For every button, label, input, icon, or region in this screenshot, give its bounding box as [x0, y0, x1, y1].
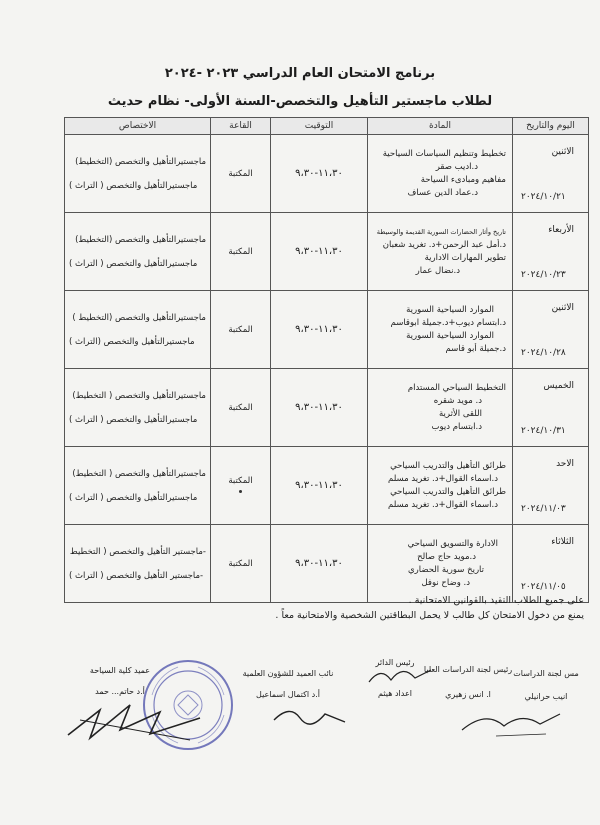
- column-header-room: القاعة: [211, 118, 271, 135]
- specialization-line: ماجستيرالتأهيل والتخصص (التراث ): [69, 336, 195, 347]
- day-name: الاثنين: [551, 147, 574, 157]
- exam-date: ٢٠٢٤/١٠/٢١: [521, 192, 566, 202]
- day-cell: [513, 447, 589, 525]
- time-cell: ١١،٣٠-٩،٣٠: [271, 291, 368, 369]
- subject-cell: [368, 447, 513, 525]
- exam-date: ٢٠٢٤/١٠/٣١: [521, 426, 566, 436]
- subject-cell: [368, 135, 513, 213]
- instructor-name: د.مويد حاج صالح: [417, 551, 476, 562]
- instructor-name: د. وضاح نوفل: [421, 577, 470, 588]
- room-cell: المكتبة: [211, 213, 271, 291]
- subject-name: طرائق التأهيل والتدريب السياحي: [390, 460, 506, 471]
- subject-cell: [368, 369, 513, 447]
- room-cell: المكتبة: [211, 291, 271, 369]
- subject-name: الادارة والتسويق السياحي: [407, 538, 498, 549]
- subject-name: تاريخ وأثار الحضارات السورية القديمة والوسيطة: [376, 227, 506, 236]
- exam-date: ٢٠٢٤/١١/٠٥: [521, 582, 566, 592]
- table-row: [65, 525, 589, 603]
- subject-cell: [368, 525, 513, 603]
- specialization-line: ماجستيرالتأهيل والتخصص ( التراث ): [69, 180, 198, 191]
- exam-schedule-table: [64, 117, 589, 603]
- column-header-specialization: الاختصاص: [65, 118, 211, 135]
- time-cell: ١١،٣٠-٩،٣٠: [271, 213, 368, 291]
- subject-name: التخطيط السياحي المستدام: [407, 382, 506, 393]
- instructor-name: د. موید شقره: [433, 395, 482, 406]
- instructor-name: د.ابتسام ديوب: [431, 421, 482, 432]
- room-cell: المكتبة: [211, 525, 271, 603]
- room-cell: المكتبة: [211, 135, 271, 213]
- table-row: [65, 291, 589, 369]
- signature-name: أ.د حاتم... حمد: [95, 687, 145, 696]
- subject-name: تاريخ سورية الحضاري: [407, 564, 484, 575]
- time-cell: ١١،٣٠-٩،٣٠: [271, 135, 368, 213]
- specialization-line: ماجستيرالتأهيل والتخصص ( التراث ): [69, 414, 198, 425]
- table-row: [65, 213, 589, 291]
- day-cell: [513, 525, 589, 603]
- room-name: المكتبة: [228, 475, 253, 486]
- signature-name: أ.د اكتمال اسماعيل: [256, 690, 320, 699]
- specialization-line: ماجستيرالتأهيل والتخصص ( التراث ): [69, 258, 198, 269]
- column-header-time: التوقيت: [271, 118, 368, 135]
- specialization-cell: [65, 369, 211, 447]
- signature-title: رئيس الدائر: [375, 658, 415, 667]
- day-name: الأربعاء: [548, 225, 574, 235]
- specialization-line: -ماجستير التأهيل والتخصص ( التراث ): [69, 570, 204, 581]
- specialization-cell: [65, 291, 211, 369]
- signature-title: رئيس لجنة الدراسات العليا: [423, 665, 513, 674]
- subject-name: الموارد السياحية السورية: [406, 304, 494, 315]
- signature-name: اعداد هيثم: [378, 689, 412, 698]
- document-title: برنامج الامتحان العام الدراسي ٢٠٢٣ -٢٠٢٤: [164, 66, 436, 81]
- dean-signature-scribble: [60, 690, 220, 750]
- specialization-cell: [65, 447, 211, 525]
- specialization-cell: [65, 525, 211, 603]
- instructor-name: د.اسماء القوال+د. تغريد مسلم: [388, 473, 498, 484]
- exam-notes: [24, 593, 584, 623]
- specialization-line: ماجستيرالتأهيل والتخصص ( التخطيط): [72, 468, 206, 479]
- time-cell: ١١،٣٠-٩،٣٠: [271, 369, 368, 447]
- table-row: [65, 369, 589, 447]
- signature-name: انيب حرانيلي: [524, 692, 568, 701]
- table-row: [65, 135, 589, 213]
- dot-mark: [239, 490, 242, 493]
- document-subtitle: لطلاب ماجستير التأهيل والتخصص-السنة الأولى- نظام حديث: [107, 94, 493, 109]
- dept-head-signature-scribble: [365, 660, 435, 690]
- committee-signature-scribble: [456, 700, 566, 740]
- note-line: يمنع من دخول الامتحان كل طالب لا يحمل البطاقتين الشخصية والامتحانية معاً .: [275, 610, 584, 621]
- specialization-cell: [65, 135, 211, 213]
- instructor-name: د.اسماء القوال+د. تغريد مسلم: [388, 499, 498, 510]
- subject-name: الموارد السياحية السورية: [406, 330, 494, 341]
- signature-title: نائب العميد للشؤون العلمية: [242, 669, 334, 678]
- day-cell: [513, 291, 589, 369]
- exam-date: ٢٠٢٤/١١/٠٣: [521, 504, 566, 514]
- day-cell: [513, 135, 589, 213]
- specialization-cell: [65, 213, 211, 291]
- signature-vice-dean: [228, 669, 348, 699]
- specialization-line: ماجستيرالتأهيل والتخصص ( التراث ): [69, 492, 198, 503]
- specialization-line: ماجستيرالتأهيل والتخصص ( التخطيط): [72, 390, 206, 401]
- column-header-day: اليوم والتاريخ: [513, 118, 589, 135]
- signature-title: مس لجنة الدراسات: [513, 669, 579, 678]
- day-name: الثلاثاء: [551, 537, 574, 547]
- subject-name: مفاهيم ومبادىء السياحة: [420, 174, 506, 185]
- time-cell: ١١،٣٠-٩،٣٠: [271, 525, 368, 603]
- column-header-subject: المادة: [368, 118, 513, 135]
- signature-name: ا. انس زهيري: [445, 690, 491, 699]
- room-cell: [211, 447, 271, 525]
- day-name: الاثنين: [551, 303, 574, 313]
- day-cell: [513, 369, 589, 447]
- subject-name: طرائق التأهيل والتدريب السياحي: [390, 486, 506, 497]
- subject-name: تخطيط وتنظيم السياسات السياحية: [382, 148, 506, 159]
- instructor-name: د.جميلة أبو قاسم: [445, 343, 506, 354]
- vice-dean-signature-scribble: [270, 700, 350, 730]
- exam-date: ٢٠٢٤/١٠/٢٣: [521, 270, 566, 280]
- instructor-name: د.عماد الدين عساف: [407, 187, 478, 198]
- room-cell: المكتبة: [211, 369, 271, 447]
- table-row: [65, 447, 589, 525]
- instructor-name: د.اديب صقر: [435, 161, 478, 172]
- subject-cell: [368, 213, 513, 291]
- specialization-line: ماجستيرالتأهيل والتخصص (التخطيط ): [72, 312, 206, 323]
- instructor-name: د.ابتسام ديوب+د.جميلة ابوقاسم: [390, 317, 506, 328]
- subject-cell: [368, 291, 513, 369]
- signature-title: عميد كلية السياحة: [89, 666, 151, 675]
- table-header-row: [65, 118, 589, 135]
- day-name: الاحد: [556, 459, 574, 469]
- specialization-line: -ماجستير التأهيل والتخصص ( التخطيط: [69, 546, 206, 557]
- instructor-name: د.نضال عمار: [415, 265, 460, 276]
- instructor-name: د.أمل عبد الرحمن+د. تغريد شعبان: [382, 239, 506, 250]
- time-cell: ١١،٣٠-٩،٣٠: [271, 447, 368, 525]
- subject-name: اللقى الأثرية: [438, 408, 482, 419]
- specialization-line: ماجستيرالتأهيل والتخصص (التخطيط): [75, 234, 206, 245]
- exam-date: ٢٠٢٤/١٠/٢٨: [521, 348, 566, 358]
- day-cell: [513, 213, 589, 291]
- specialization-line: ماجستيرالتأهيل والتخصص (التخطيط): [75, 156, 206, 167]
- subject-name: تطوير المهارات الادارية: [424, 252, 506, 263]
- day-name: الخميس: [543, 381, 574, 391]
- note-line: على جميع الطلاب التقيد بالقوانين الامتحانية .: [408, 595, 584, 606]
